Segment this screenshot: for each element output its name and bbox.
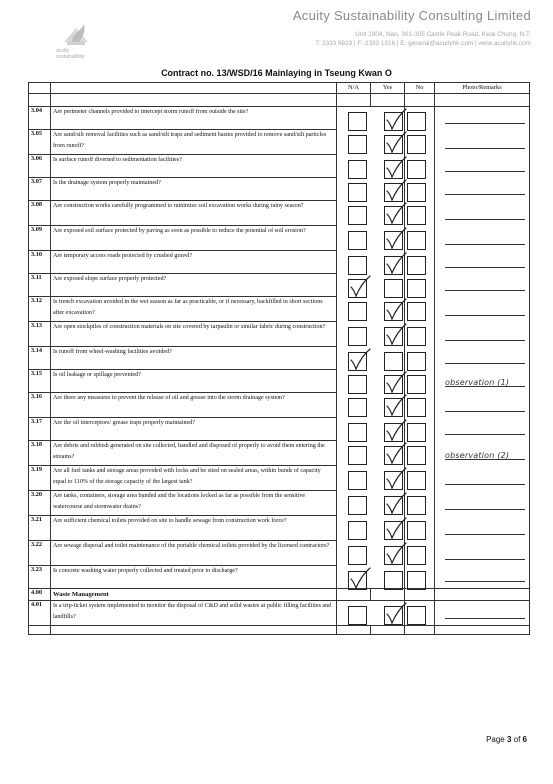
item-number: 3.23 bbox=[29, 566, 51, 589]
remarks-cell bbox=[435, 322, 530, 347]
checkbox-na[interactable] bbox=[348, 521, 367, 540]
answer-na-cell bbox=[337, 297, 371, 322]
answer-yes-cell bbox=[371, 441, 405, 466]
remarks-line[interactable] bbox=[445, 618, 525, 619]
checkbox-yes[interactable] bbox=[384, 231, 403, 250]
item-number: 3.22 bbox=[29, 541, 51, 566]
question-text: Is surface runoff diverted to sedimentation facilities? bbox=[51, 155, 337, 178]
section-title: Waste Management bbox=[51, 589, 337, 601]
item-number: 3.07 bbox=[29, 178, 51, 201]
answer-yes-cell bbox=[371, 226, 405, 251]
checkbox-no[interactable] bbox=[407, 471, 426, 490]
remarks-cell bbox=[435, 226, 530, 251]
company-address bbox=[315, 30, 531, 48]
checkbox-yes[interactable] bbox=[384, 256, 403, 275]
spacer-cell bbox=[29, 94, 51, 107]
checkbox-no[interactable] bbox=[407, 606, 426, 625]
question-text: Are sand/silt removal facilities such as sand/silt traps and sediment basins provided to remove sand/silt particles from runoff? bbox=[51, 130, 337, 155]
answer-na-cell bbox=[337, 274, 371, 297]
answer-na-cell bbox=[337, 130, 371, 155]
item-number: 3.19 bbox=[29, 466, 51, 491]
answer-yes-cell bbox=[371, 601, 405, 626]
checkmark-icon bbox=[383, 298, 407, 322]
checkbox-yes[interactable] bbox=[384, 279, 403, 298]
answer-na-cell bbox=[337, 541, 371, 566]
checkbox-yes[interactable] bbox=[384, 398, 403, 417]
checkbox-no[interactable] bbox=[407, 112, 426, 131]
spacer-cell bbox=[371, 94, 405, 107]
answer-na-cell bbox=[337, 201, 371, 226]
answer-na-cell bbox=[337, 491, 371, 516]
header-remarks: Photo/Remarks bbox=[435, 83, 530, 94]
remarks-cell bbox=[435, 201, 530, 226]
answer-na-cell bbox=[337, 370, 371, 393]
remarks-line[interactable] bbox=[445, 171, 525, 172]
remarks-line[interactable] bbox=[445, 123, 525, 124]
item-number: 3.14 bbox=[29, 347, 51, 370]
item-number: 3.08 bbox=[29, 201, 51, 226]
checkbox-na[interactable] bbox=[348, 423, 367, 442]
checkbox-na[interactable] bbox=[348, 256, 367, 275]
checkmark-icon bbox=[383, 394, 407, 418]
checkmark-icon bbox=[383, 442, 407, 466]
checkbox-no[interactable] bbox=[407, 256, 426, 275]
answer-no-cell bbox=[405, 491, 435, 516]
item-number: 3.13 bbox=[29, 322, 51, 347]
answer-no-cell bbox=[405, 347, 435, 370]
checkbox-no[interactable] bbox=[407, 160, 426, 179]
checkmark-icon bbox=[383, 131, 407, 155]
checkbox-na[interactable] bbox=[348, 231, 367, 250]
remarks-cell bbox=[435, 491, 530, 516]
checkbox-na[interactable] bbox=[348, 471, 367, 490]
remarks-cell bbox=[435, 516, 530, 541]
answer-no-cell bbox=[405, 274, 435, 297]
section-blank bbox=[435, 589, 530, 601]
spacer-cell bbox=[51, 94, 337, 107]
checkmark-icon bbox=[383, 252, 407, 276]
remarks-cell bbox=[435, 370, 530, 393]
item-number: 3.05 bbox=[29, 130, 51, 155]
remarks-line[interactable] bbox=[445, 290, 525, 291]
answer-no-cell bbox=[405, 297, 435, 322]
checkbox-yes[interactable] bbox=[384, 446, 403, 465]
remarks-cell bbox=[435, 297, 530, 322]
checkbox-na[interactable] bbox=[348, 398, 367, 417]
checklist-row bbox=[29, 441, 530, 466]
question-text: Are construction works carefully programmed to minimize soil excavation works during rainy season? bbox=[51, 201, 337, 226]
remarks-cell bbox=[435, 541, 530, 566]
question-text: Are all fuel tanks and storage areas provided with locks and be sited on sealed areas, within bunds of capacity equal to 110% of the storage capacity of the largest tank? bbox=[51, 466, 337, 491]
checklist-row bbox=[29, 516, 530, 541]
checklist-row bbox=[29, 155, 530, 178]
answer-no-cell bbox=[405, 441, 435, 466]
checkbox-na[interactable] bbox=[348, 571, 367, 590]
spacer-cell bbox=[337, 94, 371, 107]
checkbox-na[interactable] bbox=[348, 206, 367, 225]
remarks-line[interactable] bbox=[445, 219, 525, 220]
remarks-cell bbox=[435, 107, 530, 130]
remarks-cell bbox=[435, 130, 530, 155]
header-no: No bbox=[405, 83, 435, 94]
remarks-line[interactable] bbox=[445, 434, 525, 435]
checklist-row bbox=[29, 566, 530, 589]
item-number: 3.10 bbox=[29, 251, 51, 274]
answer-no-cell bbox=[405, 541, 435, 566]
item-number: 3.11 bbox=[29, 274, 51, 297]
answer-na-cell bbox=[337, 107, 371, 130]
checkmark-icon bbox=[383, 492, 407, 516]
item-number: 3.06 bbox=[29, 155, 51, 178]
answer-no-cell bbox=[405, 226, 435, 251]
checkbox-na[interactable] bbox=[348, 112, 367, 131]
checkmark-icon bbox=[347, 348, 371, 372]
spacer-row bbox=[29, 94, 530, 107]
checkmark-icon bbox=[383, 156, 407, 180]
answer-na-cell bbox=[337, 393, 371, 418]
remarks-cell bbox=[435, 178, 530, 201]
remarks-line[interactable] bbox=[445, 509, 525, 510]
checklist-row bbox=[29, 601, 530, 626]
remarks-line[interactable] bbox=[445, 534, 525, 535]
answer-yes-cell bbox=[371, 251, 405, 274]
checkbox-yes[interactable] bbox=[384, 352, 403, 371]
checkbox-na[interactable] bbox=[348, 160, 367, 179]
answer-no-cell bbox=[405, 322, 435, 347]
remarks-cell bbox=[435, 274, 530, 297]
checklist-row bbox=[29, 251, 530, 274]
checkbox-na[interactable] bbox=[348, 352, 367, 371]
answer-no-cell bbox=[405, 107, 435, 130]
remarks-line[interactable] bbox=[445, 267, 525, 268]
question-text: Are the oil interceptors/ grease traps properly maintained? bbox=[51, 418, 337, 441]
header-na: N/A bbox=[337, 83, 371, 94]
checkmark-icon bbox=[383, 108, 407, 132]
checkbox-na[interactable] bbox=[348, 375, 367, 394]
remarks-cell bbox=[435, 393, 530, 418]
question-text: Are exposed soil surface protected by paving as soon as possible to reduce the potential of soil erosion? bbox=[51, 226, 337, 251]
answer-yes-cell bbox=[371, 201, 405, 226]
checkbox-yes[interactable] bbox=[384, 302, 403, 321]
answer-no-cell bbox=[405, 155, 435, 178]
checklist-row bbox=[29, 201, 530, 226]
checkbox-yes[interactable] bbox=[384, 206, 403, 225]
remarks-cell bbox=[435, 418, 530, 441]
section-number: 4.00 bbox=[29, 589, 51, 601]
remarks-cell bbox=[435, 441, 530, 466]
checkbox-no[interactable] bbox=[407, 231, 426, 250]
checkbox-na[interactable] bbox=[348, 546, 367, 565]
remarks-line[interactable] bbox=[445, 581, 525, 582]
remarks-line[interactable] bbox=[445, 315, 525, 316]
remarks-line[interactable] bbox=[445, 484, 525, 485]
answer-no-cell bbox=[405, 601, 435, 626]
answer-na-cell bbox=[337, 178, 371, 201]
answer-na-cell bbox=[337, 322, 371, 347]
checkmark-icon bbox=[383, 371, 407, 395]
handwritten-remark: observation (2) bbox=[445, 450, 510, 460]
answer-na-cell bbox=[337, 566, 371, 589]
answer-no-cell bbox=[405, 566, 435, 589]
checklist-row bbox=[29, 393, 530, 418]
checkbox-no[interactable] bbox=[407, 327, 426, 346]
answer-no-cell bbox=[405, 393, 435, 418]
checkmark-icon bbox=[383, 227, 407, 251]
checklist-row bbox=[29, 130, 530, 155]
checkbox-na[interactable] bbox=[348, 302, 367, 321]
question-text: Are sufficient chemical toilets provided on site to handle sewage from construction work force? bbox=[51, 516, 337, 541]
checklist-row bbox=[29, 178, 530, 201]
answer-na-cell bbox=[337, 155, 371, 178]
item-number: 3.20 bbox=[29, 491, 51, 516]
answer-yes-cell bbox=[371, 107, 405, 130]
answer-yes-cell bbox=[371, 274, 405, 297]
answer-no-cell bbox=[405, 418, 435, 441]
checkbox-yes[interactable] bbox=[384, 546, 403, 565]
checkbox-yes[interactable] bbox=[384, 327, 403, 346]
spacer-cell bbox=[51, 626, 337, 635]
checklist-row bbox=[29, 226, 530, 251]
checklist-row bbox=[29, 491, 530, 516]
page-number: Page 3 of 6 bbox=[486, 735, 527, 744]
question-text: Is oil leakage or spillage prevented? bbox=[51, 370, 337, 393]
checkbox-yes[interactable] bbox=[384, 571, 403, 590]
checklist-row bbox=[29, 541, 530, 566]
item-number: 3.21 bbox=[29, 516, 51, 541]
item-number: 3.09 bbox=[29, 226, 51, 251]
checklist-body bbox=[29, 94, 530, 635]
checkbox-no[interactable] bbox=[407, 546, 426, 565]
remarks-cell bbox=[435, 155, 530, 178]
question-text: Is runoff from wheel-washing facilities avoided? bbox=[51, 347, 337, 370]
checkbox-na[interactable] bbox=[348, 279, 367, 298]
answer-yes-cell bbox=[371, 370, 405, 393]
answer-no-cell bbox=[405, 130, 435, 155]
answer-yes-cell bbox=[371, 566, 405, 589]
checkbox-na[interactable] bbox=[348, 135, 367, 154]
answer-yes-cell bbox=[371, 393, 405, 418]
remarks-cell bbox=[435, 466, 530, 491]
checkbox-no[interactable] bbox=[407, 279, 426, 298]
checkbox-no[interactable] bbox=[407, 496, 426, 515]
remarks-line[interactable] bbox=[445, 194, 525, 195]
remarks-line[interactable] bbox=[445, 148, 525, 149]
checkbox-no[interactable] bbox=[407, 571, 426, 590]
checklist-row bbox=[29, 107, 530, 130]
checkmark-icon bbox=[383, 179, 407, 203]
question-text: Is the drainage system properly maintained? bbox=[51, 178, 337, 201]
remarks-line[interactable] bbox=[445, 340, 525, 341]
spacer-cell bbox=[337, 626, 371, 635]
checkmark-icon bbox=[383, 602, 407, 626]
checkbox-no[interactable] bbox=[407, 183, 426, 202]
spacer-row bbox=[29, 626, 530, 635]
answer-na-cell bbox=[337, 441, 371, 466]
answer-yes-cell bbox=[371, 130, 405, 155]
item-number: 4.01 bbox=[29, 601, 51, 626]
question-text: Are there any measures to prevent the release of oil and grease into the storm drainage system? bbox=[51, 393, 337, 418]
checklist-row bbox=[29, 274, 530, 297]
remarks-cell bbox=[435, 251, 530, 274]
answer-yes-cell bbox=[371, 541, 405, 566]
answer-na-cell bbox=[337, 516, 371, 541]
company-name: Acuity Sustainability Consulting Limited bbox=[292, 8, 531, 23]
checklist-row bbox=[29, 322, 530, 347]
section-blank bbox=[405, 589, 435, 601]
item-number: 3.12 bbox=[29, 297, 51, 322]
checkbox-yes[interactable] bbox=[384, 471, 403, 490]
checkmark-icon bbox=[347, 567, 371, 591]
checkbox-na[interactable] bbox=[348, 496, 367, 515]
checkmark-icon bbox=[383, 542, 407, 566]
checkbox-no[interactable] bbox=[407, 352, 426, 371]
checkbox-na[interactable] bbox=[348, 183, 367, 202]
question-text: Are sewage disposal and toilet maintenance of the portable chemical toilets provided by the licensed contractors? bbox=[51, 541, 337, 566]
checkbox-yes[interactable] bbox=[384, 423, 403, 442]
checkbox-yes[interactable] bbox=[384, 135, 403, 154]
header-yes: Yes bbox=[371, 83, 405, 94]
item-number: 3.16 bbox=[29, 393, 51, 418]
section-row bbox=[29, 589, 530, 601]
checkbox-yes[interactable] bbox=[384, 160, 403, 179]
checkbox-no[interactable] bbox=[407, 302, 426, 321]
checkmark-icon bbox=[383, 323, 407, 347]
question-text: Are perimeter channels provided to intercept storm runoff from outside the site? bbox=[51, 107, 337, 130]
remarks-line[interactable] bbox=[445, 363, 525, 364]
page-header bbox=[0, 0, 553, 70]
checklist-row bbox=[29, 347, 530, 370]
remarks-cell bbox=[435, 566, 530, 589]
remarks-line[interactable] bbox=[445, 411, 525, 412]
checkbox-no[interactable] bbox=[407, 206, 426, 225]
question-text: Is a trip-ticket system implemented to monitor the disposal of C&D and solid wastes at public filling facilities and landfills? bbox=[51, 601, 337, 626]
spacer-cell bbox=[405, 626, 435, 635]
checkbox-na[interactable] bbox=[348, 446, 367, 465]
remarks-cell bbox=[435, 601, 530, 626]
item-number: 3.18 bbox=[29, 441, 51, 466]
section-blank bbox=[371, 589, 405, 601]
answer-yes-cell bbox=[371, 322, 405, 347]
checklist-row bbox=[29, 297, 530, 322]
checkbox-no[interactable] bbox=[407, 446, 426, 465]
checklist-row bbox=[29, 418, 530, 441]
checkmark-icon bbox=[383, 517, 407, 541]
logo-subtitle: acuity sustainability bbox=[56, 48, 85, 60]
answer-no-cell bbox=[405, 370, 435, 393]
checkmark-icon bbox=[383, 467, 407, 491]
header-question bbox=[51, 83, 337, 94]
answer-na-cell bbox=[337, 418, 371, 441]
answer-no-cell bbox=[405, 466, 435, 491]
question-text: Are exposed slope surface properly protected? bbox=[51, 274, 337, 297]
checkbox-yes[interactable] bbox=[384, 521, 403, 540]
spacer-cell bbox=[371, 626, 405, 635]
checkbox-na[interactable] bbox=[348, 327, 367, 346]
answer-na-cell bbox=[337, 226, 371, 251]
address-line: Unit 1904, Nan, 301-305 Castle Peak Road, Kwai Chung, N.T. bbox=[355, 31, 531, 38]
checkbox-yes[interactable] bbox=[384, 606, 403, 625]
column-header-row bbox=[29, 83, 530, 94]
checkmark-icon bbox=[347, 275, 371, 299]
checkbox-no[interactable] bbox=[407, 521, 426, 540]
question-text: Are debris and rubbish generated on site collected, handled and disposed of properly to avoid them entering the streams? bbox=[51, 441, 337, 466]
item-number: 3.15 bbox=[29, 370, 51, 393]
spacer-cell bbox=[405, 94, 435, 107]
answer-na-cell bbox=[337, 601, 371, 626]
answer-na-cell bbox=[337, 251, 371, 274]
contract-title: Contract no. 13/WSD/16 Mainlaying in Tseung Kwan O bbox=[161, 68, 392, 78]
handwritten-remark: observation (1) bbox=[445, 377, 510, 387]
answer-no-cell bbox=[405, 516, 435, 541]
answer-yes-cell bbox=[371, 155, 405, 178]
checklist-table bbox=[28, 82, 530, 635]
checkbox-yes[interactable] bbox=[384, 112, 403, 131]
checkmark-icon bbox=[383, 202, 407, 226]
spacer-cell bbox=[435, 626, 530, 635]
answer-yes-cell bbox=[371, 178, 405, 201]
answer-yes-cell bbox=[371, 516, 405, 541]
remarks-cell bbox=[435, 347, 530, 370]
answer-yes-cell bbox=[371, 347, 405, 370]
contact-line: T: 2333 6823 | F: 2333 1316 | E: general@acuityhk.com | www.acuityhk.com bbox=[315, 40, 531, 47]
checkbox-no[interactable] bbox=[407, 398, 426, 417]
checkbox-no[interactable] bbox=[407, 423, 426, 442]
spacer-cell bbox=[29, 626, 51, 635]
checkbox-yes[interactable] bbox=[384, 496, 403, 515]
question-text: Are open stockpiles of construction materials on site covered by tarpaulin or similar fabric during construction? bbox=[51, 322, 337, 347]
checkbox-no[interactable] bbox=[407, 375, 426, 394]
answer-yes-cell bbox=[371, 491, 405, 516]
checkbox-yes[interactable] bbox=[384, 375, 403, 394]
answer-na-cell bbox=[337, 347, 371, 370]
checkbox-na[interactable] bbox=[348, 606, 367, 625]
item-number: 3.17 bbox=[29, 418, 51, 441]
header-number bbox=[29, 83, 51, 94]
question-text: Are tanks, containers, storage area bunded and the locations locked as far as possible from the sensitive watercourse and stormwater drains? bbox=[51, 491, 337, 516]
remarks-line[interactable] bbox=[445, 559, 525, 560]
checklist-row bbox=[29, 370, 530, 393]
answer-no-cell bbox=[405, 201, 435, 226]
answer-no-cell bbox=[405, 251, 435, 274]
question-text: Is trench excavation avoided in the wet season as far as practicable, or if necessary, backfilled in short sections after excavation? bbox=[51, 297, 337, 322]
checkbox-yes[interactable] bbox=[384, 183, 403, 202]
remarks-line[interactable] bbox=[445, 244, 525, 245]
checkbox-no[interactable] bbox=[407, 135, 426, 154]
checkmark-icon bbox=[383, 419, 407, 443]
answer-yes-cell bbox=[371, 297, 405, 322]
answer-yes-cell bbox=[371, 466, 405, 491]
question-text: Is concrete washing water properly collected and treated prior to discharge? bbox=[51, 566, 337, 589]
answer-yes-cell bbox=[371, 418, 405, 441]
answer-na-cell bbox=[337, 466, 371, 491]
item-number: 3.04 bbox=[29, 107, 51, 130]
spacer-cell bbox=[435, 94, 530, 107]
checklist-row bbox=[29, 466, 530, 491]
answer-no-cell bbox=[405, 178, 435, 201]
question-text: Are temporary access roads protected by crushed gravel? bbox=[51, 251, 337, 274]
